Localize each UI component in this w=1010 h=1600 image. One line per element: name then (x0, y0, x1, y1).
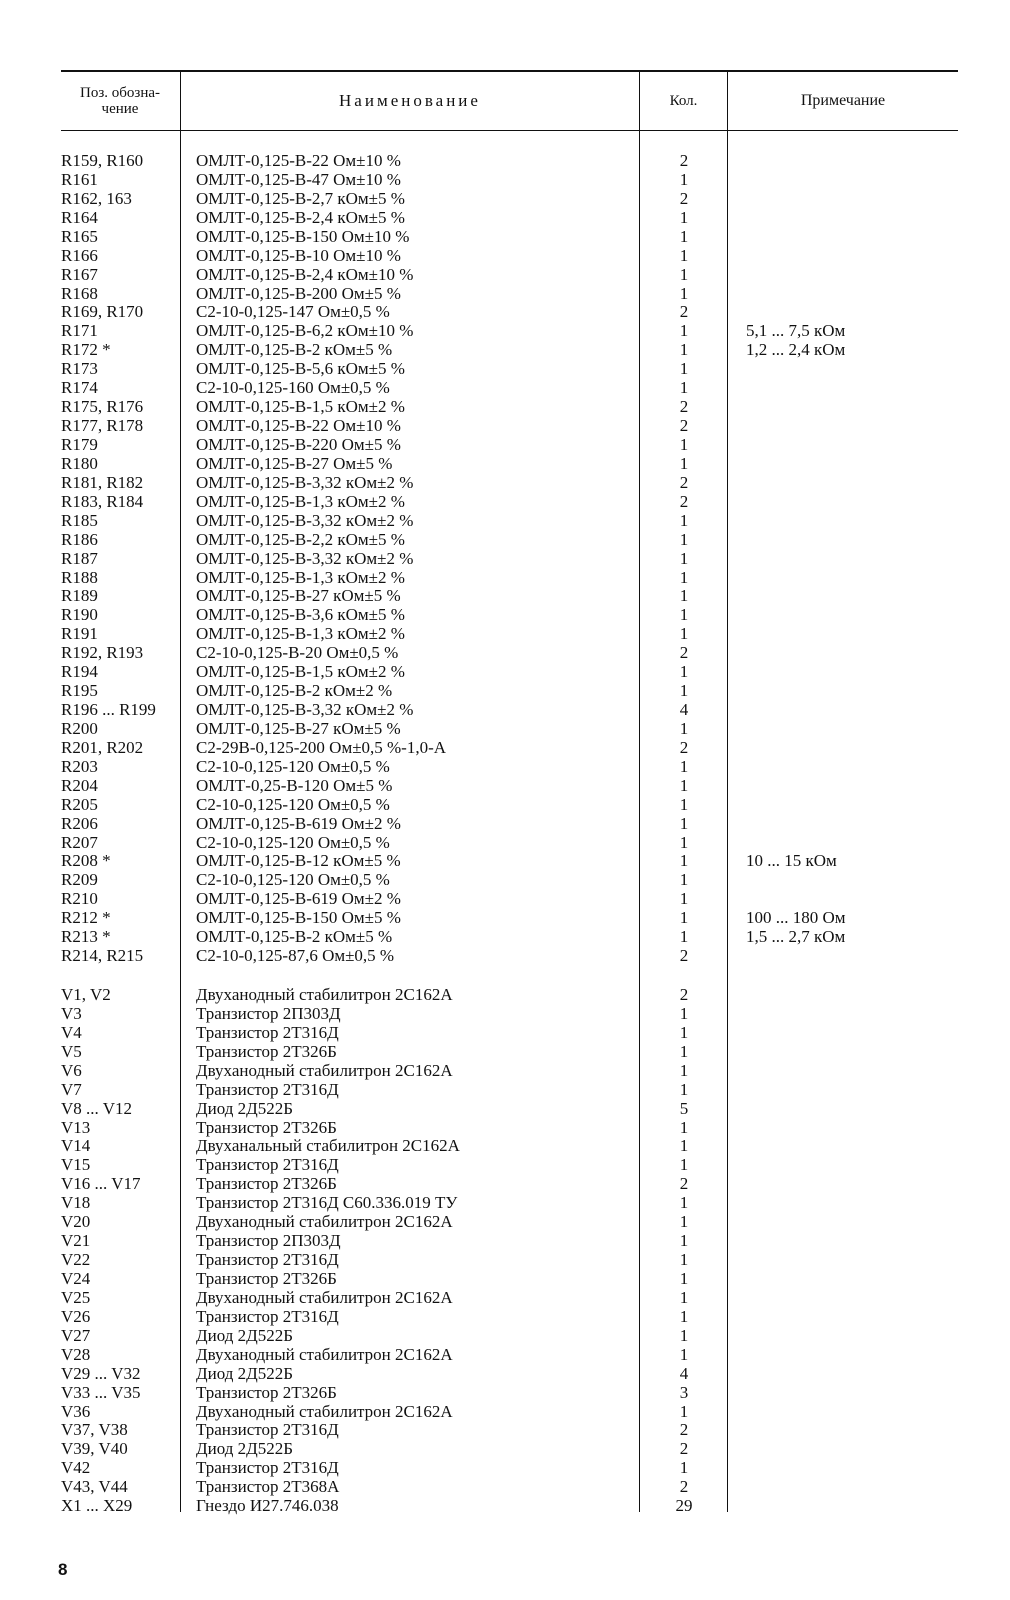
row-quantity: 2 (679, 1174, 689, 1194)
table-row (0, 1402, 1000, 1421)
table-row (0, 1288, 1000, 1307)
row-name: Транзистор 2П303Д (196, 1231, 341, 1251)
table-row (0, 568, 1000, 587)
row-name: ОМЛТ-0,125-В-150 Ом±5 % (196, 908, 401, 928)
row-position: R195 (61, 681, 98, 700)
table-row (0, 511, 1000, 530)
table-row (0, 1193, 1000, 1212)
row-name: Двуханодный стабилитрон 2С162А (196, 1212, 453, 1232)
row-name: ОМЛТ-0,125-В-2 кОм±2 % (196, 681, 393, 700)
row-quantity: 1 (679, 529, 689, 549)
row-quantity: 2 (679, 302, 689, 322)
row-position: V7 (61, 1079, 82, 1099)
table-row (0, 1080, 1000, 1099)
row-position: R209 (61, 870, 98, 890)
row-quantity: 1 (679, 567, 689, 587)
row-quantity: 1 (679, 283, 689, 303)
row-position: V21 (61, 1231, 91, 1251)
row-position: R164 (61, 207, 98, 227)
row-quantity: 1 (679, 1079, 689, 1099)
row-position: R171 (61, 321, 98, 341)
row-quantity: 1 (679, 510, 689, 530)
row-name: ОМЛТ-0,125-В-3,6 кОм±5 % (196, 605, 405, 625)
row-quantity: 1 (679, 1231, 689, 1251)
row-position: R165 (61, 226, 98, 246)
row-name: ОМЛТ-0,125-В-47 Ом±10 % (196, 169, 401, 189)
table-row (0, 1420, 1000, 1439)
row-position: R162, 163 (61, 188, 132, 208)
table-row (0, 454, 1000, 473)
row-quantity: 1 (679, 378, 689, 398)
row-position: V39, V40 (61, 1439, 128, 1459)
row-position: V25 (61, 1287, 91, 1307)
row-position: R179 (61, 434, 98, 454)
row-quantity: 1 (679, 662, 689, 682)
row-position: R191 (61, 624, 98, 644)
row-quantity: 1 (679, 321, 689, 341)
row-position: V37, V38 (61, 1420, 128, 1440)
row-position: V43, V44 (61, 1477, 128, 1497)
table-row (0, 1061, 1000, 1080)
row-quantity: 2 (679, 188, 689, 208)
row-name: ОМЛТ-0,125-В-220 Ом±5 % (196, 434, 401, 454)
row-name: С2-29В-0,125-200 Ом±0,5 %-1,0-А (196, 737, 447, 757)
row-name: Диод 2Д522Б (196, 1363, 293, 1383)
row-position: R190 (61, 605, 98, 625)
row-name: Двуханодный стабилитрон 2С162А (196, 1060, 453, 1080)
row-name: ОМЛТ-0,125-В-3,32 кОм±2 % (196, 548, 414, 568)
row-position: V8 ... V12 (61, 1098, 132, 1118)
row-quantity: 1 (679, 605, 689, 625)
row-name: С2-10-0,125-160 Ом±0,5 % (196, 378, 390, 398)
row-position: R210 (61, 889, 98, 909)
row-position: R181, R182 (61, 472, 144, 492)
row-quantity: 1 (679, 1060, 689, 1080)
table-row (0, 530, 1000, 549)
row-position: R203 (61, 756, 98, 776)
row-quantity: 4 (679, 1363, 689, 1383)
row-quantity: 1 (679, 927, 689, 947)
table-row (0, 1118, 1000, 1137)
table-row (0, 378, 1000, 397)
row-position: R200 (61, 718, 98, 738)
row-quantity: 1 (679, 1212, 689, 1232)
row-position: R174 (61, 378, 98, 398)
row-name: ОМЛТ-0,125-В-619 Ом±2 % (196, 889, 401, 909)
row-name: Диод 2Д522Б (196, 1098, 293, 1118)
row-position: R205 (61, 794, 98, 814)
row-position: R186 (61, 529, 98, 549)
row-quantity: 2 (679, 985, 689, 1004)
row-position: R196 ... R199 (61, 700, 156, 719)
table-row (0, 1231, 1000, 1250)
table-row (0, 265, 1000, 284)
row-quantity: 1 (679, 624, 689, 644)
row-name: С2-10-0,125-120 Ом±0,5 % (196, 794, 390, 814)
table-row (0, 1477, 1000, 1496)
row-quantity: 2 (679, 491, 689, 511)
row-quantity: 1 (679, 586, 689, 606)
row-name: ОМЛТ-0,125-В-2 кОм±5 % (196, 340, 393, 360)
row-quantity: 1 (679, 870, 689, 890)
row-name: Двуханодный стабилитрон 2С162А (196, 985, 453, 1004)
row-quantity: 1 (679, 340, 689, 360)
table-row (0, 359, 1000, 378)
row-position: R177, R178 (61, 416, 144, 435)
row-quantity: 1 (679, 889, 689, 909)
row-name: Транзистор 2Т326Б (196, 1174, 337, 1194)
row-quantity: 2 (679, 946, 689, 966)
row-quantity: 1 (679, 1458, 689, 1478)
table-row (0, 435, 1000, 454)
table-row (0, 1212, 1000, 1231)
row-position: V27 (61, 1325, 91, 1345)
table-row (0, 473, 1000, 492)
row-quantity: 1 (679, 1193, 689, 1213)
row-name: ОМЛТ-0,125-В-3,32 кОм±2 % (196, 472, 414, 492)
row-quantity: 2 (679, 397, 689, 417)
row-note: 5,1 ... 7,5 кОм (746, 321, 846, 341)
table-row (0, 284, 1000, 303)
row-position: R201, R202 (61, 737, 144, 757)
row-quantity: 3 (679, 1382, 689, 1402)
table-row (0, 1099, 1000, 1118)
row-position: R204 (61, 775, 98, 795)
row-position: R187 (61, 548, 98, 568)
row-position: X1 ... X29 (61, 1496, 133, 1516)
row-quantity: 1 (679, 1155, 689, 1175)
row-quantity: 2 (679, 472, 689, 492)
row-quantity: 1 (679, 1003, 689, 1023)
row-name: Диод 2Д522Б (196, 1325, 293, 1345)
row-position: R188 (61, 567, 98, 587)
table-row (0, 757, 1000, 776)
table-row (0, 985, 1000, 1004)
row-name: Транзистор 2Т326Б (196, 1117, 337, 1137)
row-position: V16 ... V17 (61, 1174, 141, 1194)
row-position: R173 (61, 359, 98, 379)
row-position: V4 (61, 1022, 82, 1042)
row-quantity: 1 (679, 359, 689, 379)
row-quantity: 1 (679, 813, 689, 833)
row-name: Транзистор 2Т316Д (196, 1079, 339, 1099)
row-name: С2-10-0,125-120 Ом±0,5 % (196, 756, 390, 776)
row-position: V1, V2 (61, 985, 111, 1004)
row-name: ОМЛТ-0,125-В-6,2 кОм±10 % (196, 321, 414, 341)
header-note: Примечание (800, 92, 886, 109)
row-name: Транзистор 2Т326Б (196, 1269, 337, 1288)
row-quantity: 1 (679, 226, 689, 246)
row-quantity: 1 (679, 1117, 689, 1137)
row-note: 1,5 ... 2,7 кОм (746, 927, 846, 947)
row-name: ОМЛТ-0,125-В-2,4 кОм±5 % (196, 207, 405, 227)
row-quantity: 1 (679, 169, 689, 189)
row-quantity: 1 (679, 1136, 689, 1156)
row-name: Транзистор 2Т368А (196, 1477, 340, 1497)
table-row (0, 151, 1000, 170)
row-position: V13 (61, 1117, 91, 1137)
row-note: 100 ... 180 Ом (746, 908, 846, 928)
row-quantity: 2 (679, 151, 689, 170)
row-name: Двуханальный стабилитрон 2С162А (196, 1136, 460, 1156)
row-quantity: 1 (679, 207, 689, 227)
row-quantity: 1 (679, 681, 689, 700)
row-position: R172 * (61, 340, 111, 360)
row-position: R168 (61, 283, 98, 303)
table-row (0, 1250, 1000, 1269)
row-name: ОМЛТ-0,125-В-10 Ом±10 % (196, 245, 401, 265)
table-row (0, 946, 1000, 965)
row-position: V3 (61, 1003, 82, 1023)
table-row (0, 624, 1000, 643)
row-name: Транзистор 2Т316Д (196, 1022, 339, 1042)
row-name: ОМЛТ-0,125-В-27 кОм±5 % (196, 586, 401, 606)
row-position: R213 * (61, 927, 111, 947)
table-row (0, 851, 1000, 870)
row-position: R159, R160 (61, 151, 144, 170)
row-position: R161 (61, 169, 98, 189)
row-quantity: 2 (679, 737, 689, 757)
table-row (0, 681, 1000, 700)
header-qty: Кол. (669, 93, 698, 109)
table-row (0, 302, 1000, 321)
row-quantity: 1 (679, 434, 689, 454)
header-bottom-rule (61, 130, 958, 131)
table-row (0, 340, 1000, 359)
row-quantity: 1 (679, 548, 689, 568)
row-quantity: 1 (679, 245, 689, 265)
row-position: V42 (61, 1458, 91, 1478)
table-row (0, 1269, 1000, 1288)
row-position: V15 (61, 1155, 91, 1175)
row-position: V26 (61, 1306, 91, 1326)
row-name: ОМЛТ-0,125-В-12 кОм±5 % (196, 851, 401, 871)
table-row (0, 492, 1000, 511)
table-row (0, 776, 1000, 795)
page-number: 8 (58, 1560, 68, 1579)
table-row (0, 1326, 1000, 1345)
row-name: Гнездо И27.746.038 (196, 1496, 339, 1516)
row-name: С2-10-0,125-120 Ом±0,5 % (196, 870, 390, 890)
row-name: С2-10-0,125-В-20 Ом±0,5 % (196, 643, 399, 663)
row-position: V5 (61, 1041, 82, 1061)
row-name: Транзистор 2Т316Д (196, 1306, 339, 1326)
row-name: Транзистор 2Т316Д (196, 1458, 339, 1478)
table-row (0, 833, 1000, 852)
table-row (0, 1023, 1000, 1042)
row-position: V18 (61, 1193, 91, 1213)
table-row (0, 246, 1000, 265)
row-name: ОМЛТ-0,125-В-1,3 кОм±2 % (196, 624, 405, 644)
table-row (0, 170, 1000, 189)
row-position: R189 (61, 586, 98, 606)
table-row (0, 1496, 1000, 1515)
table-row (0, 700, 1000, 719)
table-row (0, 643, 1000, 662)
table-row (0, 719, 1000, 738)
row-quantity: 1 (679, 1344, 689, 1364)
table-row (0, 870, 1000, 889)
row-quantity: 1 (679, 453, 689, 473)
table-row (0, 1004, 1000, 1023)
row-position: V24 (61, 1269, 91, 1288)
row-quantity: 5 (679, 1098, 689, 1118)
row-position: R206 (61, 813, 98, 833)
row-name: ОМЛТ-0,125-В-1,5 кОм±2 % (196, 662, 405, 682)
row-position: V22 (61, 1250, 91, 1269)
row-name: Транзистор 2П303Д (196, 1003, 341, 1023)
row-position: R212 * (61, 908, 111, 928)
table-row (0, 927, 1000, 946)
table-row (0, 1307, 1000, 1326)
row-position: R207 (61, 832, 98, 852)
row-quantity: 1 (679, 1325, 689, 1345)
table-row (0, 1155, 1000, 1174)
row-name: Двуханодный стабилитрон 2С162А (196, 1344, 453, 1364)
row-quantity: 29 (675, 1496, 693, 1516)
row-name: ОМЛТ-0,125-В-22 Ом±10 % (196, 151, 401, 170)
row-position: R214, R215 (61, 946, 144, 966)
row-position: R183, R184 (61, 491, 144, 511)
table-row (0, 795, 1000, 814)
row-name: С2-10-0,125-87,6 Ом±0,5 % (196, 946, 395, 966)
row-name: ОМЛТ-0,125-В-1,3 кОм±2 % (196, 567, 405, 587)
row-name: Транзистор 2Т316Д (196, 1250, 339, 1269)
row-name: ОМЛТ-0,25-В-120 Ом±5 % (196, 775, 393, 795)
row-quantity: 1 (679, 908, 689, 928)
row-name: Транзистор 2Т316Д (196, 1420, 339, 1440)
header-name: Наименование (339, 91, 481, 110)
row-position: R180 (61, 453, 98, 473)
table-row (0, 908, 1000, 927)
row-position: V28 (61, 1344, 91, 1364)
row-position: V36 (61, 1401, 91, 1421)
table-row (0, 738, 1000, 757)
row-quantity: 1 (679, 1250, 689, 1269)
row-position: V6 (61, 1060, 82, 1080)
row-name: Транзистор 2Т316Д (196, 1155, 339, 1175)
row-quantity: 2 (679, 1477, 689, 1497)
table-row (0, 814, 1000, 833)
row-name: ОМЛТ-0,125-В-27 Ом±5 % (196, 453, 393, 473)
row-quantity: 1 (679, 264, 689, 284)
row-quantity: 1 (679, 1269, 689, 1288)
row-name: ОМЛТ-0,125-В-619 Ом±2 % (196, 813, 401, 833)
table-row (0, 586, 1000, 605)
row-name: ОМЛТ-0,125-В-2 кОм±5 % (196, 927, 393, 947)
row-name: ОМЛТ-0,125-В-27 кОм±5 % (196, 718, 401, 738)
row-quantity: 2 (679, 1439, 689, 1459)
table-row (0, 208, 1000, 227)
row-quantity: 2 (679, 416, 689, 435)
row-name: ОМЛТ-0,125-В-2,2 кОм±5 % (196, 529, 405, 549)
table-row (0, 1174, 1000, 1193)
row-name: Диод 2Д522Б (196, 1439, 293, 1459)
row-quantity: 1 (679, 718, 689, 738)
row-name: ОМЛТ-0,125-В-2,7 кОм±5 % (196, 188, 405, 208)
row-position: R192, R193 (61, 643, 144, 663)
table-row (0, 227, 1000, 246)
row-name: Двуханодный стабилитрон 2С162А (196, 1401, 453, 1421)
row-name: ОМЛТ-0,125-В-2,4 кОм±10 % (196, 264, 414, 284)
row-quantity: 1 (679, 756, 689, 776)
row-name: ОМЛТ-0,125-В-1,3 кОм±2 % (196, 491, 405, 511)
row-note: 1,2 ... 2,4 кОм (746, 340, 846, 360)
table-row (0, 416, 1000, 435)
table-row (0, 1345, 1000, 1364)
row-quantity: 1 (679, 1401, 689, 1421)
table-row (0, 1364, 1000, 1383)
row-quantity: 2 (679, 1420, 689, 1440)
row-position: R167 (61, 264, 98, 284)
row-quantity: 1 (679, 851, 689, 871)
row-quantity: 1 (679, 832, 689, 852)
row-quantity: 2 (679, 643, 689, 663)
row-name: ОМЛТ-0,125-В-3,32 кОм±2 % (196, 510, 414, 530)
row-position: R175, R176 (61, 397, 144, 417)
header-pos: Поз. обозна- чение (80, 85, 160, 117)
row-name: Транзистор 2Т316Д С60.336.019 ТУ (196, 1193, 458, 1213)
table-row (0, 397, 1000, 416)
row-name: Транзистор 2Т326Б (196, 1041, 337, 1061)
table-row (0, 605, 1000, 624)
table-row (0, 321, 1000, 340)
table-row (0, 1383, 1000, 1402)
row-position: R166 (61, 245, 98, 265)
row-position: V29 ... V32 (61, 1363, 141, 1383)
row-name: С2-10-0,125-147 Ом±0,5 % (196, 302, 390, 322)
row-position: V33 ... V35 (61, 1382, 141, 1402)
table-row (0, 1136, 1000, 1155)
table-row (0, 889, 1000, 908)
row-quantity: 1 (679, 1041, 689, 1061)
row-name: С2-10-0,125-120 Ом±0,5 % (196, 832, 390, 852)
row-name: ОМЛТ-0,125-В-22 Ом±10 % (196, 416, 401, 435)
table-row (0, 1458, 1000, 1477)
row-name: ОМЛТ-0,125-В-150 Ом±10 % (196, 226, 410, 246)
table-row (0, 1042, 1000, 1061)
row-position: R208 * (61, 851, 111, 871)
row-name: ОМЛТ-0,125-В-1,5 кОм±2 % (196, 397, 405, 417)
row-position: V20 (61, 1212, 91, 1232)
row-quantity: 1 (679, 1306, 689, 1326)
row-position: V14 (61, 1136, 91, 1156)
row-name: Транзистор 2Т326Б (196, 1382, 337, 1402)
row-quantity: 1 (679, 775, 689, 795)
table-row (0, 189, 1000, 208)
row-quantity: 1 (679, 794, 689, 814)
row-name: Двуханодный стабилитрон 2С162А (196, 1287, 453, 1307)
table-row (0, 549, 1000, 568)
row-quantity: 1 (679, 1022, 689, 1042)
row-quantity: 4 (679, 700, 689, 719)
table-row (0, 662, 1000, 681)
row-name: ОМЛТ-0,125-В-5,6 кОм±5 % (196, 359, 405, 379)
row-position: R194 (61, 662, 98, 682)
row-note: 10 ... 15 кОм (746, 851, 837, 871)
row-name: ОМЛТ-0,125-В-3,32 кОм±2 % (196, 700, 414, 719)
row-position: R185 (61, 510, 98, 530)
row-position: R169, R170 (61, 302, 144, 322)
table-row (0, 1439, 1000, 1458)
row-name: ОМЛТ-0,125-В-200 Ом±5 % (196, 283, 401, 303)
row-quantity: 1 (679, 1287, 689, 1307)
